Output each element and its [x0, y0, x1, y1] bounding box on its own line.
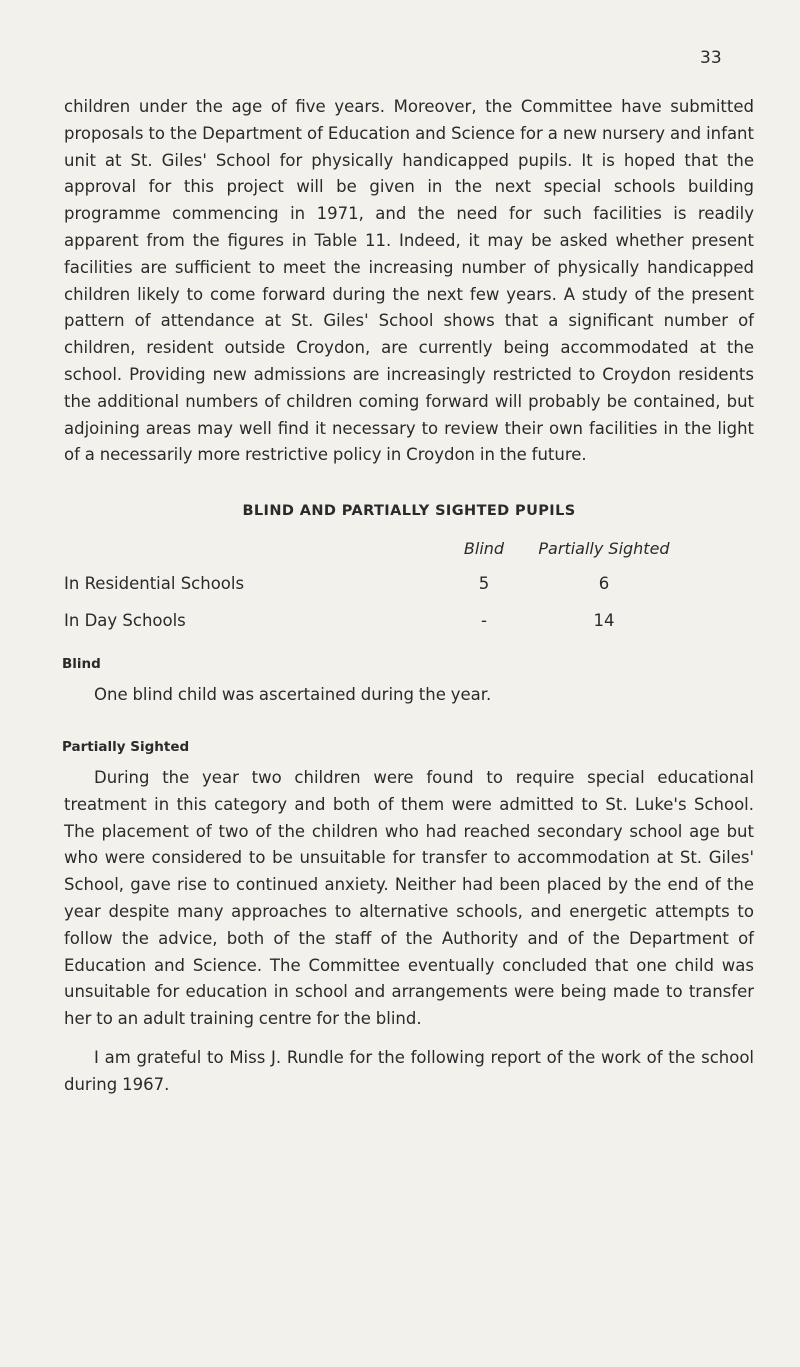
row-blind-value: 5: [478, 573, 490, 593]
section-title: BLIND AND PARTIALLY SIGHTED PUPILS: [242, 503, 576, 520]
table-row: [64, 570, 689, 607]
blind-paragraph: One blind child was ascertained during the year.: [94, 685, 492, 705]
row-partial-value: 6: [598, 573, 610, 593]
page-content: [64, 94, 754, 1099]
table-header-blind: Blind: [463, 539, 505, 559]
row-partial-value: 14: [593, 610, 615, 630]
pupils-table: [64, 539, 689, 644]
closing-paragraph: I am grateful to Miss J. Rundle for the following report of the work of the school during 1967.: [64, 1047, 754, 1094]
partially-sighted-heading: Partially Sighted: [62, 738, 190, 755]
table-header-partially-sighted: Partially Sighted: [538, 539, 670, 559]
table-row: [64, 607, 689, 644]
row-label: In Day Schools: [64, 610, 186, 630]
table-header-row: [64, 539, 689, 570]
page-number: 33: [700, 48, 722, 68]
intro-paragraph: children under the age of five years. Moreover, the Committee have submitted proposals to the Department of Education and Science for a new nursery and infant unit at St. Giles' School for physically handicapped pupils. It is hoped that the approval for this project will be given in the next special schools building programme commencing in 1971, and the need for such facilities is readily apparent from the figures in Table 11. Indeed, it may be asked whether present facilities are sufficient to meet the increasing number of physically handicapped children likely to come forward during the next few years. A study of the present pattern of attendance at St. Giles' School shows that a significant number of children, resident outside Croydon, are currently being accommodated at the school. Providing new admissions are increasingly restricted to Croydon residents the additional numbers of children coming forward will probably be contained, but adjoining areas may well find it necessary to review their own facilities in the light of a necessarily more restrictive policy in Croydon in the future.: [64, 97, 754, 465]
blind-heading: Blind: [62, 656, 101, 673]
table-header-blank: [64, 539, 449, 570]
row-blind-value: -: [481, 610, 487, 630]
partially-sighted-paragraph: During the year two children were found to require special educational treatment in this category and both of them were admitted to St. Luke's School. The placement of two of the children who had reached secondary school age but who were considered to be unsuitable for transfer to accommodation at St. Giles' School, gave rise to continued anxiety. Neither had been placed by the end of the year despite many approaches to alternative schools, and energetic attempts to follow the advice, both of the staff of the Authority and of the Department of Education and Science. The Committee eventually concluded that one child was unsuitable for education in school and arrangements were being made to transfer her to an adult training centre for the blind.: [64, 767, 754, 1029]
row-label: In Residential Schools: [64, 573, 245, 593]
